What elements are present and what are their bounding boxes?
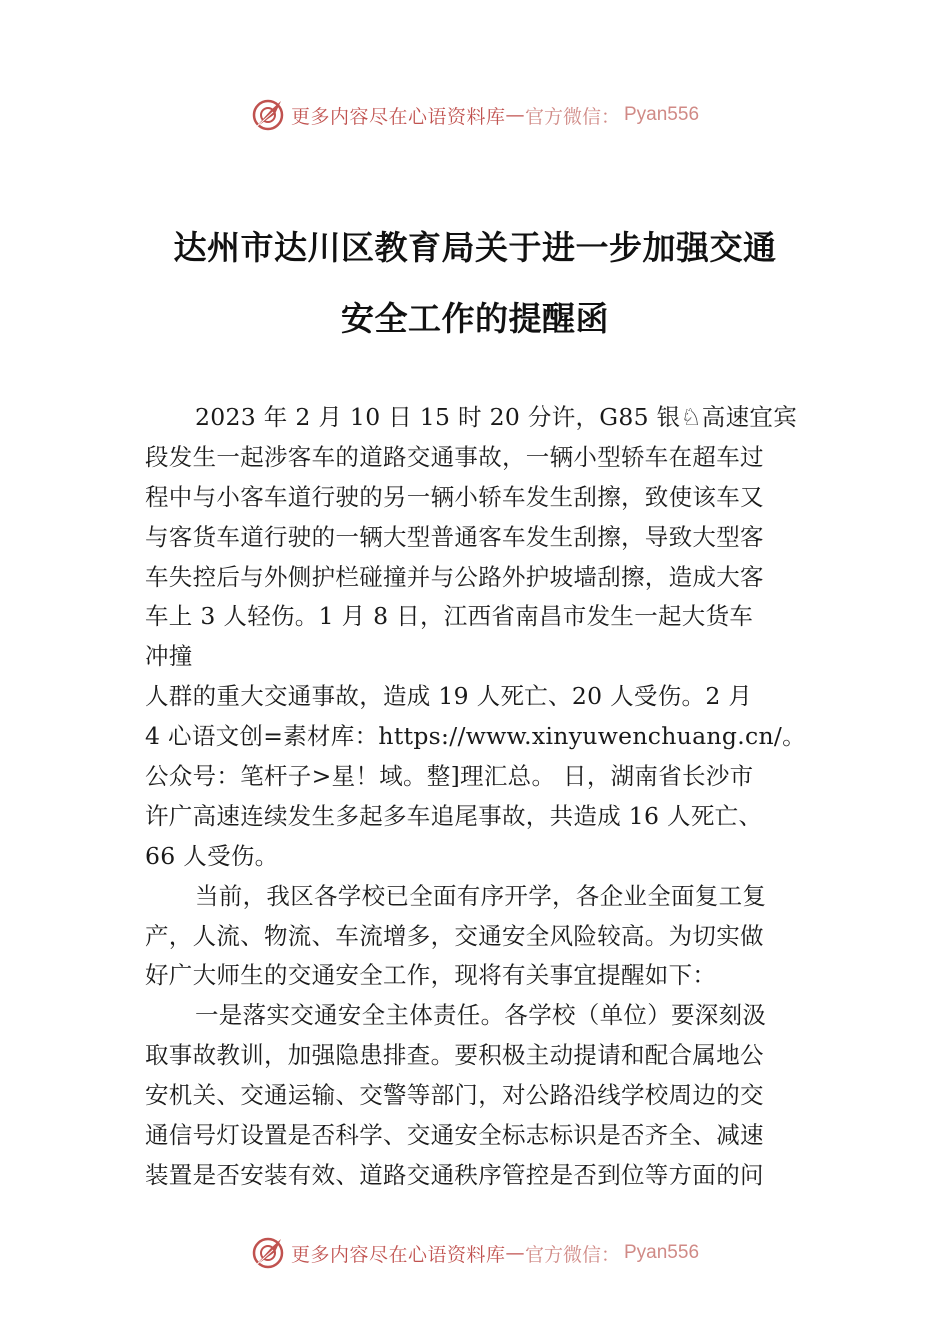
body-line: 程中与小客车道行驶的另一辆小轿车发生刮擦，致使该车又 (145, 482, 764, 511)
body-line: 66 人受伤。 (145, 841, 279, 870)
body-line: 冲撞 (145, 642, 193, 671)
body-line: 车失控后与外侧护栏碰撞并与公路外护坡墙刮擦，造成大客 (145, 562, 764, 591)
banner-wechat-label: 官方微信： (524, 1243, 620, 1266)
body-line: 段发生一起涉客车的道路交通事故，一辆小型轿车在超车过 (145, 442, 764, 471)
body-line: 车上 3 人轻伤。1 月 8 日，江西省南昌市发生一起大货车 (145, 602, 754, 631)
banner-text: 更多内容尽在心语资料库 (290, 105, 506, 128)
body-line: 产，人流、物流、车流增多，交通安全风险较高。为切实做 (145, 921, 764, 950)
body-line: 人群的重大交通事故，造成 19 人死亡、20 人受伤。2 月 (145, 682, 753, 711)
quill-seal-icon (251, 98, 285, 132)
quill-seal-icon (251, 1236, 285, 1270)
footer-banner (0, 1233, 950, 1273)
body-line: 通信号灯设置是否科学、交通安全标志标识是否齐全、减速 (145, 1121, 764, 1150)
body-line: 2023 年 2 月 10 日 15 时 20 分许，G85 银♘高速宜宾 (195, 403, 798, 431)
body-line: 一是落实交通安全主体责任。各学校（单位）要深刻汲 (195, 1001, 767, 1030)
body-line: 安机关、交通运输、交警等部门，对公路沿线学校周边的交 (145, 1081, 764, 1110)
body-line: 公众号：笔杆子>星！域。整]理汇总。 日，湖南省长沙市 (145, 762, 754, 791)
banner-separator: — (505, 104, 525, 126)
banner-wechat-label: 官方微信： (524, 105, 620, 128)
banner-separator: — (505, 1242, 525, 1264)
header-banner (0, 95, 950, 135)
document-body (145, 398, 835, 1196)
banner-wechat-id: Pyan556 (624, 104, 700, 125)
document-title-line-1: 达州市达川区教育局关于进一步加强交通 (173, 228, 777, 267)
body-line-url: 4 心语文创=素材库：https://www.xinyuwenchuang.cn/。 (145, 722, 806, 751)
body-line: 好广大师生的交通安全工作，现将有关事宜提醒如下： (145, 961, 717, 990)
body-line: 当前，我区各学校已全面有序开学，各企业全面复工复 (195, 881, 767, 910)
body-line: 许广高速连续发生多起多车追尾事故，共造成 16 人死亡、 (145, 801, 763, 830)
banner-wechat-id: Pyan556 (624, 1242, 700, 1263)
document-title-line-2: 安全工作的提醒函 (341, 299, 609, 338)
body-line: 取事故教训，加强隐患排查。要积极主动提请和配合属地公 (145, 1041, 764, 1070)
banner-text: 更多内容尽在心语资料库 (290, 1243, 506, 1266)
body-line: 与客货车道行驶的一辆大型普通客车发生刮擦，导致大型客 (145, 522, 764, 551)
body-line: 装置是否安装有效、道路交通秩序管控是否到位等方面的问 (145, 1160, 764, 1189)
